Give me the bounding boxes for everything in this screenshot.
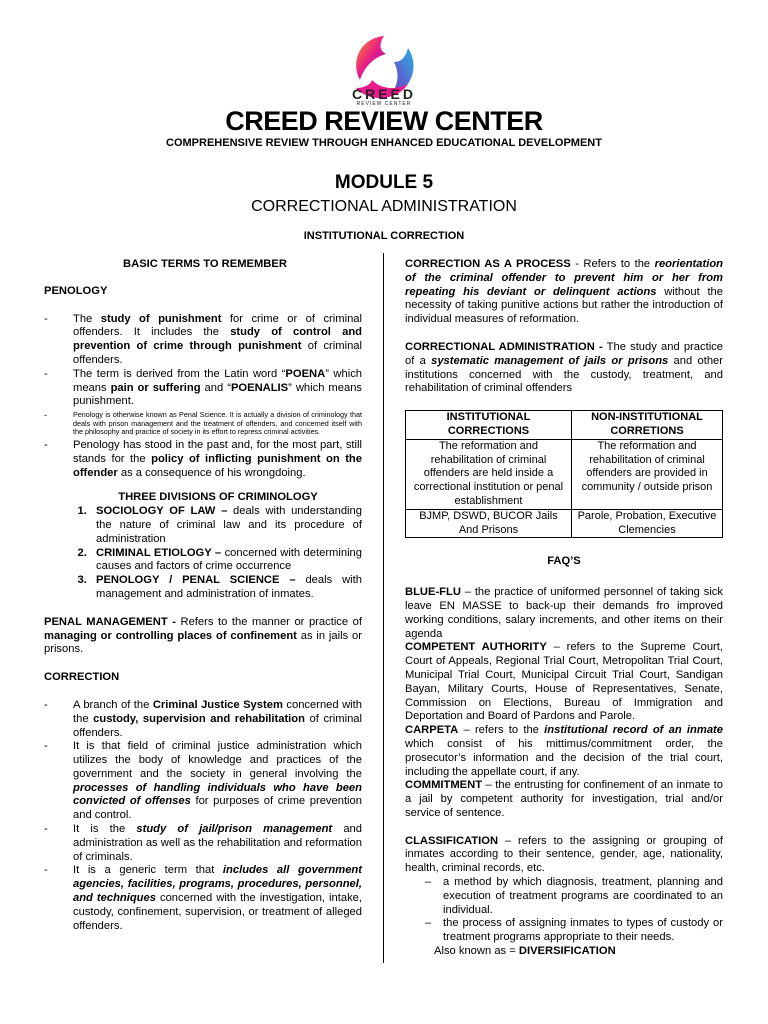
table-cell: Parole, Probation, Executive Clemencies	[571, 509, 722, 538]
penology-bullet-3: - Penology is otherwise known as Penal Science. It is actually a division of criminology that deals with prison management and the treatment of offenders, and concerned itself with the philosophy and practice of society in its effort to repress criminal activities.	[44, 411, 362, 437]
correction-process-para: CORRECTION AS A PROCESS - Refers to the reorientation of the criminal offender to prevent him or her from repeating his deviant or delinquent actions without the necessity of taking punitive actions but rather the introduction of individual measures of reformation.	[405, 258, 723, 326]
correction-bullet-3: - It is the study of jail/prison management and administration as well as the rehabilitation and reformation of criminals.	[44, 823, 362, 864]
classification-para: CLASSIFICATION – refers to the assigning or grouping of inmates according to their sentence, gender, age, nationality, health, criminal records, etc.	[405, 834, 723, 875]
module-title: CORRECTIONAL ADMINISTRATION	[251, 198, 517, 215]
table-cell: BJMP, DSWD, BUCOR Jails And Prisons	[406, 509, 572, 538]
classification-list	[405, 876, 723, 945]
table-cell: The reformation and rehabilitation of criminal offenders are held inside a correctional institution or penal establishment	[406, 439, 572, 509]
division-item: 1. SOCIOLOGY OF LAW – deals with understanding the nature of criminal law and its procedure of administration	[90, 505, 362, 546]
module-number: MODULE 5	[334, 172, 434, 193]
penology-bullet-2: - The term is derived from the Latin word “POENA” which means pain or suffering and “POENALIS” which means punishment.	[44, 368, 362, 409]
carpeta-para: CARPETA – refers to the institutional record of an inmate which consist of his mittimus/commitment order, the prosecutor’s information and the decision of the trial court, including the appellate court, if any.	[405, 724, 723, 778]
table-cell: The reformation and rehabilitation of criminal offenders are provided in community / outside prison	[571, 439, 722, 509]
table-header-cell: INSTITUTIONAL CORRECTIONS	[406, 411, 572, 440]
correction-bullet-1: - A branch of the Criminal Justice System concerned with the custody, supervision and rehabilitation of criminal offenders.	[44, 699, 362, 740]
faqs-heading: FAQ’S	[547, 555, 581, 568]
correction-heading: CORRECTION	[44, 671, 120, 684]
penal-management-para: PENAL MANAGEMENT - Refers to the manner or practice of managing or controlling places of confinement as in jails or prisons.	[44, 615, 362, 656]
section-heading: INSTITUTIONAL CORRECTION	[303, 230, 465, 242]
penology-bullet-1: - The study of punishment for crime or of criminal offenders. It includes the study of control and prevention of crime through punishment of criminal offenders.	[44, 313, 362, 368]
division-item: 3. PENOLOGY / PENAL SCIENCE – deals with management and administration of inmates.	[90, 574, 362, 602]
competent-authority-para: COMPETENT AUTHORITY – refers to the Supreme Court, Court of Appeals, Regional Trial Court, Metropolitan Trial Court, Municipal Trial Court, Municipal Circuit Trial Court, Sandigan Bayan, Military Courts, House of Representatives, Senate, Commission on Elections, Bureau of Immigration and Deportation and Board of Pardons and Parole.	[405, 641, 723, 723]
logo-wordmark: CREED	[351, 86, 416, 102]
table-row	[406, 509, 723, 538]
penology-bullet-4: - Penology has stood in the past and, for the most part, still stands for the policy of inflicting punishment on the offender as a consequence of his wrongdoing.	[44, 439, 362, 480]
correctional-admin-para: CORRECTIONAL ADMINISTRATION - The study and practice of a systematic management of jails or prisons and other institutions concerned with the custody, treatment, and rehabilitation of criminal offenders	[405, 340, 724, 395]
table-header-row	[406, 411, 723, 440]
penology-heading: PENOLOGY	[44, 284, 108, 297]
division-item: 2. CRIMINAL ETIOLOGY – concerned with determining causes and factors of crime occurrence	[90, 547, 362, 575]
commitment-para: COMMITMENT – the entrusting for confinement of an inmate to a jail by competent authority for investigation, trial and/or service of sentence.	[405, 779, 723, 819]
page-subtitle: COMPREHENSIVE REVIEW THROUGH ENHANCED EDUCATIONAL DEVELOPMENT	[166, 137, 602, 149]
right-column	[405, 258, 723, 959]
correction-bullet-2: - It is that field of criminal justice administration which utilizes the body of knowledge and practices of the government and the society in general involving the processes of handling individuals who have been convicted of offenses for purposes of crime prevention and control.	[44, 740, 362, 823]
column-divider	[383, 253, 384, 963]
list-item: – a method by which diagnosis, treatment, planning and execution of treatment programs are coordinated to an individual.	[429, 876, 723, 917]
correction-bullet-4: - It is a generic term that includes all government agencies, facilities, programs, procedures, personnel, and techniques concerned with the investigation, intake, custody, confinement, supervision, or treatment of alleged offenders.	[44, 864, 362, 933]
also-known-as: Also known as = DIVERSIFICATION	[434, 945, 616, 958]
left-column	[44, 258, 362, 933]
divisions-list	[44, 505, 362, 602]
table-row	[406, 439, 723, 509]
list-item: – the process of assigning inmates to types of custody or treatment programs appropriate to their needs.	[429, 917, 723, 945]
blue-flu-para: BLUE-FLU – the practice of uniformed personnel of taking sick leave EN MASSE to back-up their demands fro improved working conditions, salary increments, and other items on their agenda	[405, 586, 723, 640]
table-header-cell: NON-INSTITUTIONAL CORRETIONS	[571, 411, 722, 440]
page-title: CREED REVIEW CENTER	[225, 106, 543, 136]
divisions-heading: THREE DIVISIONS OF CRIMINOLOGY	[118, 491, 318, 504]
corrections-table	[405, 410, 723, 538]
logo-tagline: REVIEW CENTER	[356, 101, 412, 107]
basic-terms-heading: BASIC TERMS TO REMEMBER	[123, 258, 287, 270]
